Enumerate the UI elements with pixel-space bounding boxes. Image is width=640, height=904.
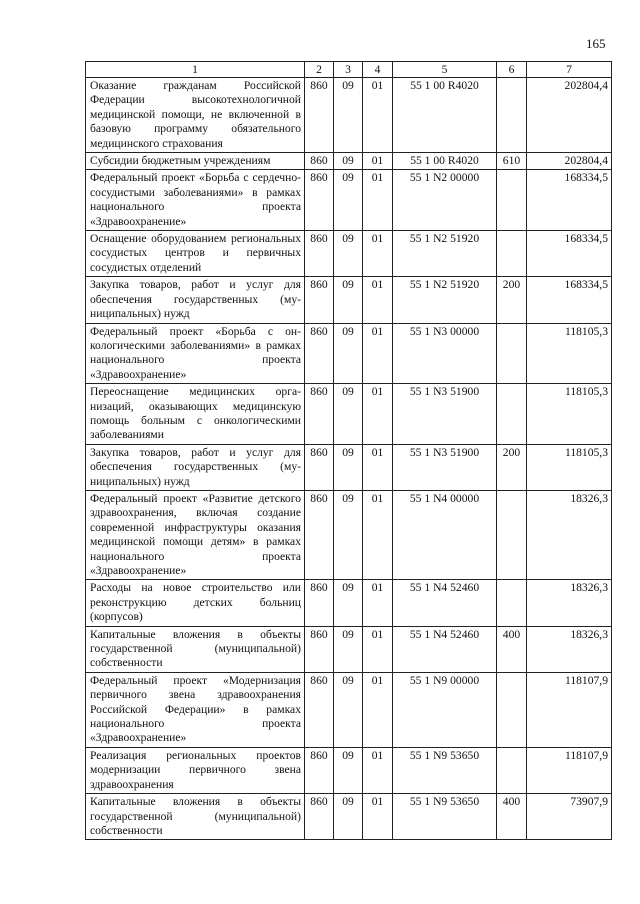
cell-pr: 01: [363, 384, 393, 445]
table-row: [86, 580, 612, 626]
cell-cs: 55 1 N2 51920: [393, 277, 497, 323]
table-row: [86, 170, 612, 231]
cell-name: Переоснащение медицинских организаций, оказывающих медицинскую помощь больным с онкологическими заболеваниями: [86, 384, 305, 445]
table-row: [86, 747, 612, 793]
cell-cs: 55 1 N4 52460: [393, 626, 497, 672]
cell-rz: 09: [334, 444, 363, 490]
cell-vr: 200: [497, 444, 527, 490]
cell-pr: 01: [363, 626, 393, 672]
cell-vr: 400: [497, 626, 527, 672]
cell-vr: [497, 672, 527, 747]
cell-vr: 200: [497, 277, 527, 323]
cell-cs: 55 1 00 R4020: [393, 78, 497, 153]
cell-sum: 202804,4: [527, 153, 612, 170]
cell-sum: 18326,3: [527, 580, 612, 626]
cell-gr: 860: [305, 323, 334, 384]
cell-name: Расходы на новое строительство или реконструкцию детских больниц (корпусов): [86, 580, 305, 626]
cell-gr: 860: [305, 794, 334, 840]
cell-rz: 09: [334, 231, 363, 277]
table-row: [86, 78, 612, 153]
header-col-6: 6: [497, 62, 527, 78]
header-col-1: 1: [86, 62, 305, 78]
cell-cs: 55 1 N4 00000: [393, 490, 497, 579]
cell-name: Субсидии бюджетным учреждениям: [86, 153, 305, 170]
cell-cs: 55 1 N2 00000: [393, 170, 497, 231]
cell-sum: 168334,5: [527, 170, 612, 231]
cell-vr: [497, 78, 527, 153]
cell-pr: 01: [363, 672, 393, 747]
cell-cs: 55 1 N3 51900: [393, 384, 497, 445]
cell-name: Закупка товаров, работ и услуг для обеспечения государственных (муниципальных) нужд: [86, 444, 305, 490]
header-col-5: 5: [393, 62, 497, 78]
table-row: [86, 153, 612, 170]
cell-rz: 09: [334, 794, 363, 840]
header-col-4: 4: [363, 62, 393, 78]
cell-rz: 09: [334, 490, 363, 579]
cell-vr: [497, 580, 527, 626]
cell-name: Оказание гражданам Российской Федерации высокотехнологичной медицинской помощи, не включенной в базовую программу обязательного медицинского страхования: [86, 78, 305, 153]
table-body: [86, 78, 612, 840]
table-row: [86, 323, 612, 384]
header-col-7: 7: [527, 62, 612, 78]
cell-sum: 168334,5: [527, 277, 612, 323]
cell-sum: 118105,3: [527, 384, 612, 445]
cell-cs: 55 1 N3 00000: [393, 323, 497, 384]
cell-sum: 118105,3: [527, 444, 612, 490]
cell-sum: 18326,3: [527, 490, 612, 579]
cell-vr: [497, 231, 527, 277]
cell-rz: 09: [334, 153, 363, 170]
cell-vr: [497, 323, 527, 384]
cell-sum: 168334,5: [527, 231, 612, 277]
cell-pr: 01: [363, 794, 393, 840]
page-number: 165: [586, 36, 606, 51]
cell-name: Оснащение оборудованием региональных сосудистых центров и первичных сосудистых отделений: [86, 231, 305, 277]
cell-cs: 55 1 N3 51900: [393, 444, 497, 490]
cell-gr: 860: [305, 490, 334, 579]
cell-cs: 55 1 N9 53650: [393, 794, 497, 840]
cell-name: Федеральный проект «Борьба с сердечно-сосудистыми заболеваниями» в рамках национального проекта «Здравоохранение»: [86, 170, 305, 231]
cell-rz: 09: [334, 626, 363, 672]
cell-cs: 55 1 N2 51920: [393, 231, 497, 277]
cell-pr: 01: [363, 277, 393, 323]
cell-pr: 01: [363, 153, 393, 170]
header-row: [86, 62, 612, 78]
table-row: [86, 384, 612, 445]
cell-name: Федеральный проект «Борьба с онкологическими заболеваниями» в рамках национального проекта «Здравоохранение»: [86, 323, 305, 384]
table-row: [86, 794, 612, 840]
cell-gr: 860: [305, 747, 334, 793]
cell-pr: 01: [363, 444, 393, 490]
cell-gr: 860: [305, 170, 334, 231]
cell-gr: 860: [305, 626, 334, 672]
budget-table: [85, 61, 612, 840]
cell-gr: 860: [305, 444, 334, 490]
cell-cs: 55 1 00 R4020: [393, 153, 497, 170]
header-col-2: 2: [305, 62, 334, 78]
table-row: [86, 626, 612, 672]
cell-rz: 09: [334, 277, 363, 323]
cell-vr: [497, 747, 527, 793]
table-row: [86, 672, 612, 747]
cell-pr: 01: [363, 323, 393, 384]
cell-gr: 860: [305, 277, 334, 323]
table-row: [86, 277, 612, 323]
cell-vr: [497, 170, 527, 231]
cell-sum: 118105,3: [527, 323, 612, 384]
cell-gr: 860: [305, 672, 334, 747]
cell-pr: 01: [363, 747, 393, 793]
cell-cs: 55 1 N9 53650: [393, 747, 497, 793]
cell-pr: 01: [363, 78, 393, 153]
cell-cs: 55 1 N9 00000: [393, 672, 497, 747]
cell-gr: 860: [305, 153, 334, 170]
cell-pr: 01: [363, 231, 393, 277]
table-row: [86, 231, 612, 277]
cell-rz: 09: [334, 78, 363, 153]
cell-name: Капитальные вложения в объекты государственной (муниципальной) собственности: [86, 626, 305, 672]
cell-cs: 55 1 N4 52460: [393, 580, 497, 626]
cell-name: Реализация региональных проектов модернизации первичного звена здравоохранения: [86, 747, 305, 793]
cell-name: Закупка товаров, работ и услуг для обеспечения государственных (муниципальных) нужд: [86, 277, 305, 323]
cell-name: Федеральный проект «Развитие детского здравоохранения, включая создание современной инфраструктуры оказания медицинской помощи детям» в рамках национального проекта «Здравоохранение»: [86, 490, 305, 579]
cell-name: Федеральный проект «Модернизация первичного звена здравоохранения Российской Федерации» в рамках национального проекта «Здравоохранение»: [86, 672, 305, 747]
cell-rz: 09: [334, 170, 363, 231]
cell-vr: 610: [497, 153, 527, 170]
cell-sum: 118107,9: [527, 672, 612, 747]
cell-gr: 860: [305, 78, 334, 153]
cell-gr: 860: [305, 231, 334, 277]
table-row: [86, 490, 612, 579]
cell-sum: 202804,4: [527, 78, 612, 153]
table-row: [86, 444, 612, 490]
cell-rz: 09: [334, 323, 363, 384]
cell-vr: [497, 490, 527, 579]
cell-rz: 09: [334, 384, 363, 445]
cell-pr: 01: [363, 490, 393, 579]
cell-rz: 09: [334, 672, 363, 747]
cell-vr: [497, 384, 527, 445]
cell-vr: 400: [497, 794, 527, 840]
cell-sum: 73907,9: [527, 794, 612, 840]
cell-pr: 01: [363, 580, 393, 626]
header-col-3: 3: [334, 62, 363, 78]
cell-name: Капитальные вложения в объекты государственной (муниципальной) собственности: [86, 794, 305, 840]
cell-gr: 860: [305, 384, 334, 445]
cell-sum: 118107,9: [527, 747, 612, 793]
cell-rz: 09: [334, 747, 363, 793]
cell-pr: 01: [363, 170, 393, 231]
cell-sum: 18326,3: [527, 626, 612, 672]
cell-rz: 09: [334, 580, 363, 626]
cell-gr: 860: [305, 580, 334, 626]
